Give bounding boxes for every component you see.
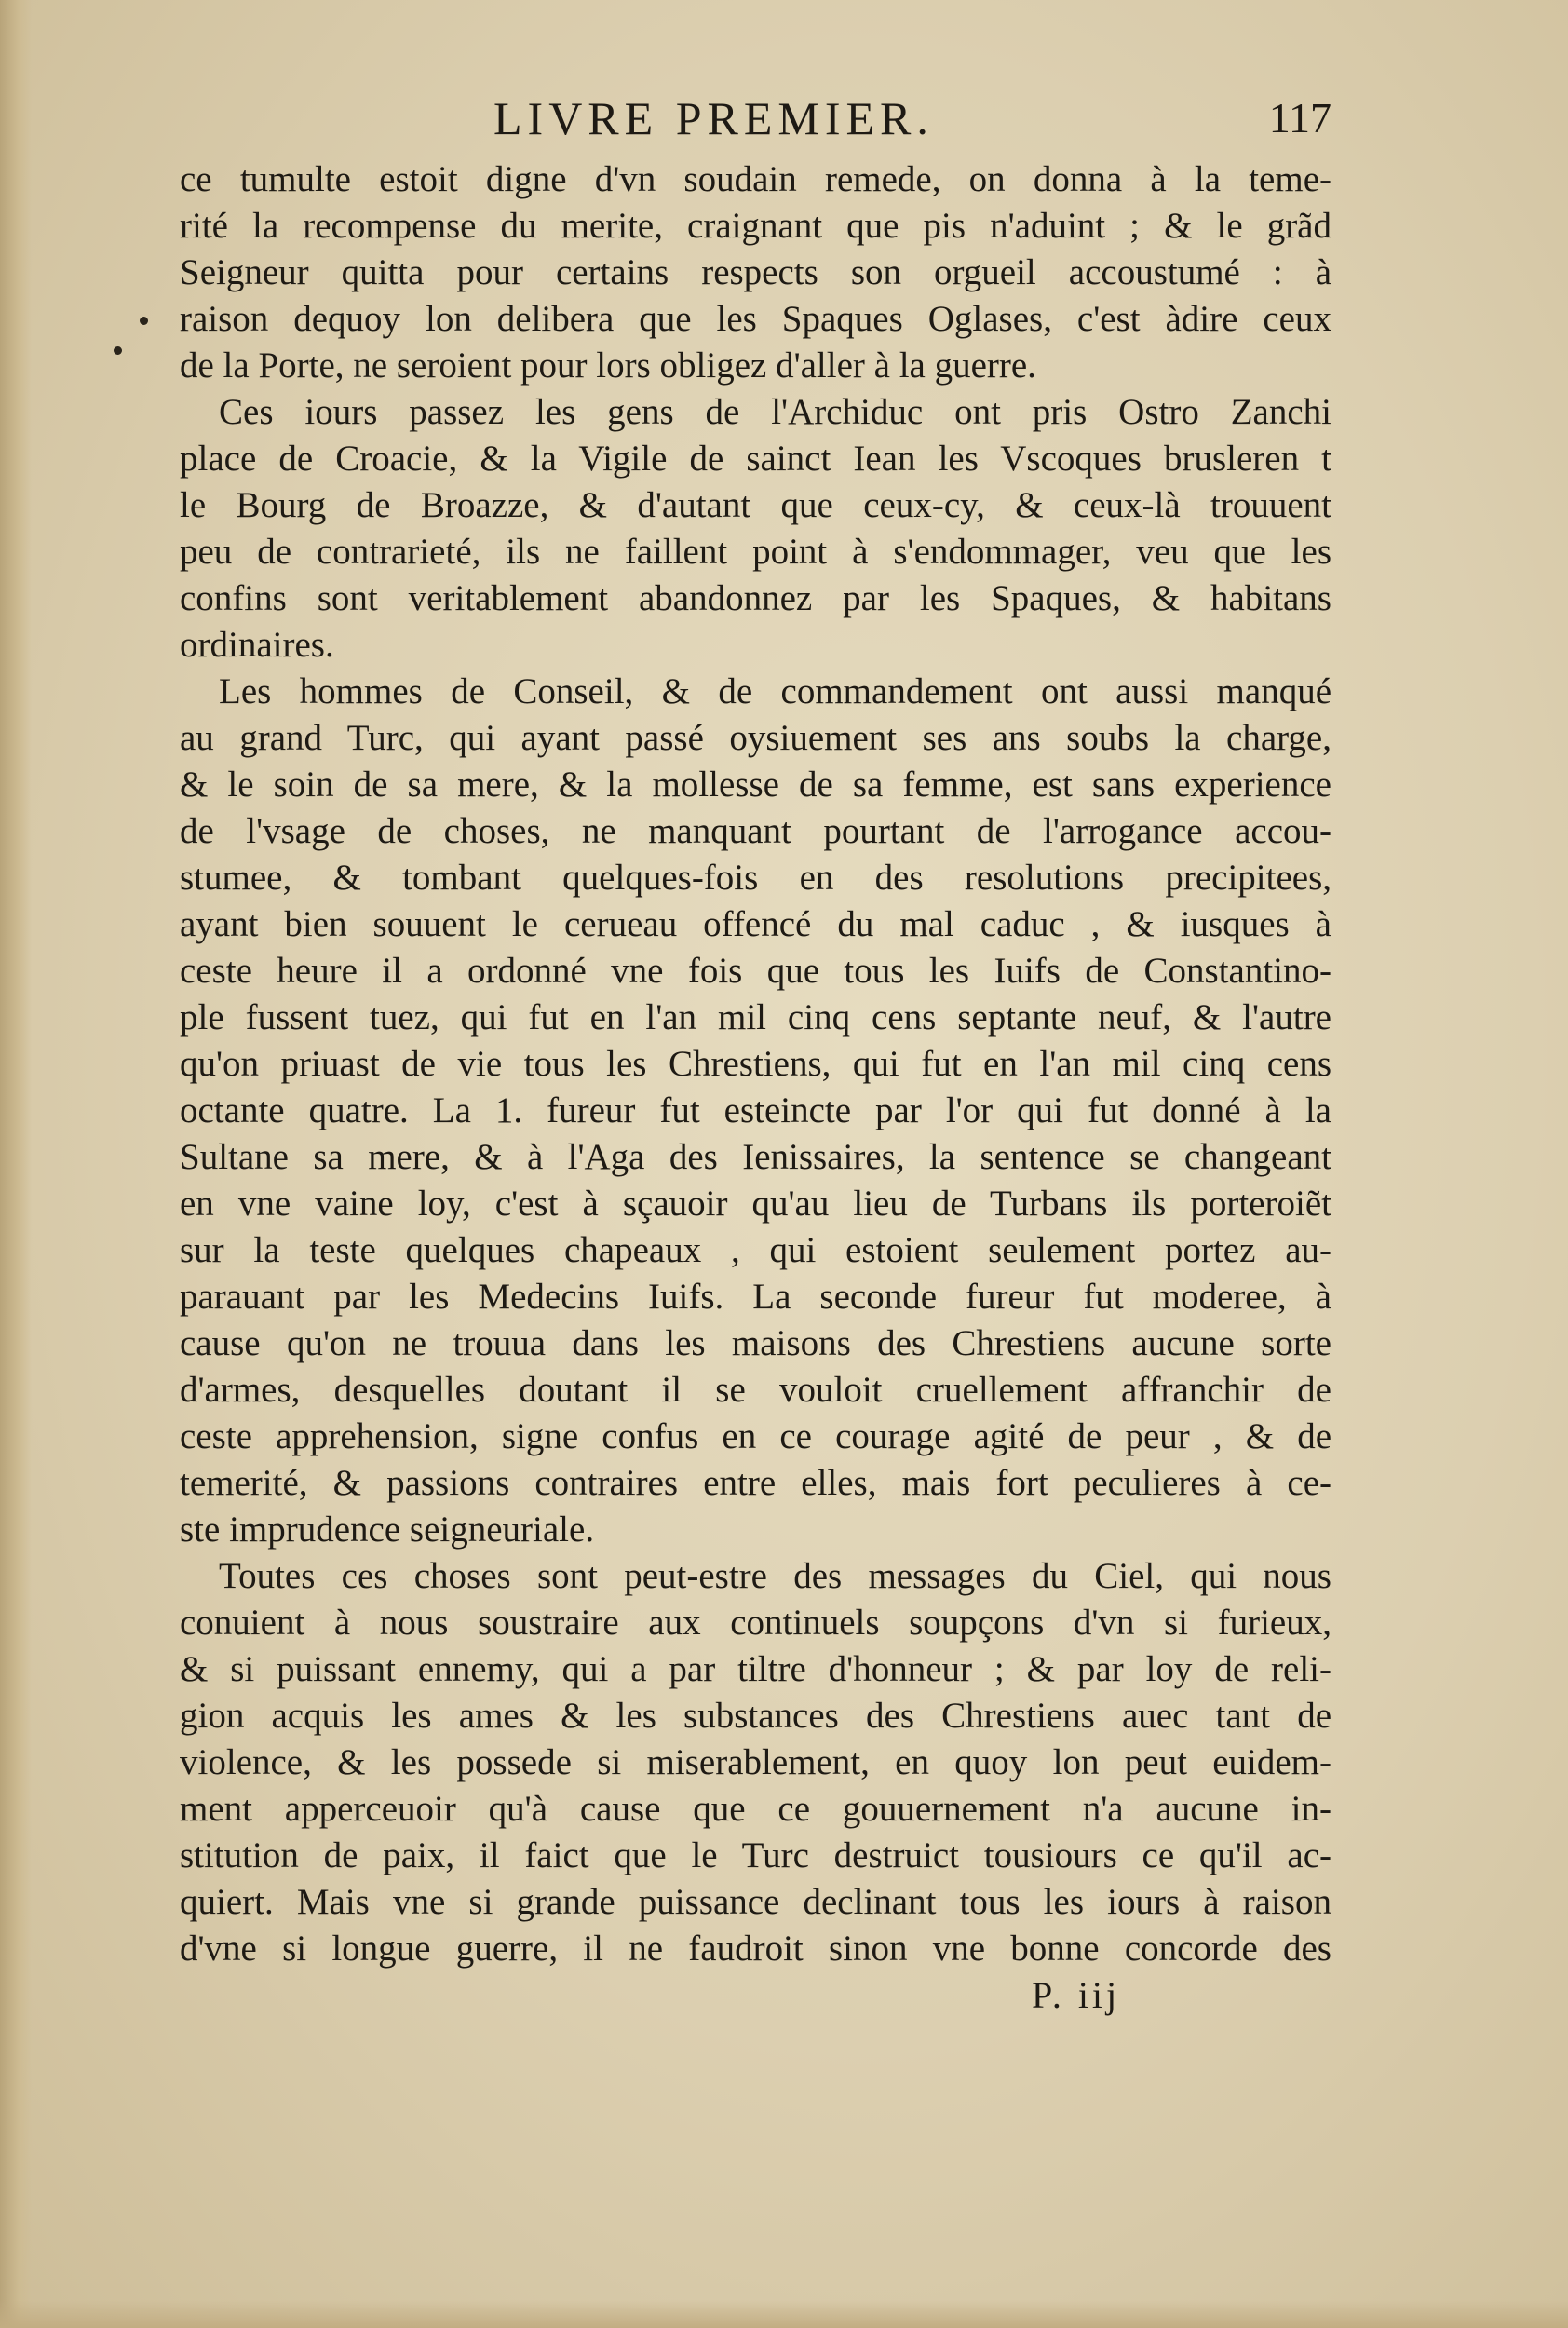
text-line: ayant bien souuent le cerueau offencé du mal caduc , & iusques à (180, 904, 1331, 944)
text-line: parauant par les Medecins Iuifs. La seconde fureur fut moderee, à (180, 1277, 1331, 1317)
text-line: Seigneur quitta pour certains respects son orgueil accoustumé : à (180, 252, 1331, 292)
body-text (180, 156, 1331, 1972)
text-line: & si puissant ennemy, qui a par tiltre d'honneur ; & par loy de reli- (180, 1649, 1331, 1689)
text-line: Ces iours passez les gens de l'Archiduc ont pris Ostro Zanchi (219, 392, 1331, 432)
text-line: ordinaires. (180, 625, 334, 665)
page-number: 117 (1268, 94, 1331, 142)
running-title: LIVRE PREMIER. (493, 92, 934, 144)
text-line: temerité, & passions contraires entre elles, mais fort peculieres à ce- (180, 1463, 1331, 1503)
text-line: ceste apprehension, signe confus en ce courage agité de peur , & de (180, 1416, 1331, 1456)
text-line: peu de contrarieté, ils ne faillent point à s'endommager, veu que les (180, 532, 1331, 572)
page-gutter-shadow (0, 0, 32, 2328)
text-line: raison dequoy lon delibera que les Spaques Oglases, c'est àdire ceux (180, 299, 1331, 339)
margin-mark (140, 317, 148, 325)
text-line: ste imprudence seigneuriale. (180, 1509, 595, 1550)
text-line: octante quatre. La 1. fureur fut esteincte par l'or qui fut donné à la (180, 1090, 1331, 1130)
page-header (186, 86, 1331, 151)
text-line: au grand Turc, qui ayant passé oysiuement ses ans soubs la charge, (180, 718, 1331, 758)
text-line: de la Porte, ne seroient pour lors obligez d'aller à la guerre. (180, 345, 1036, 386)
text-line: confins sont veritablement abandonnez par les Spaques, & habitans (180, 578, 1331, 618)
text-line: en vne vaine loy, c'est à sçauoir qu'au lieu de Turbans ils porteroiẽt (180, 1184, 1331, 1224)
text-line: Sultane sa mere, & à l'Aga des Ienissaires, la sentence se changeant (180, 1137, 1331, 1177)
text-line: ce tumulte estoit digne d'vn soudain remede, on donna à la teme- (180, 159, 1331, 199)
text-line: le Bourg de Broazze, & d'autant que ceux-cy, & ceux-là trouuent (180, 485, 1331, 525)
text-line: ple fussent tuez, qui fut en l'an mil cinq cens septante neuf, & l'autre (180, 997, 1331, 1037)
text-line: violence, & les possede si miserablement, en quoy lon peut euidem- (180, 1742, 1331, 1782)
text-line: sur la teste quelques chapeaux , qui estoient seulement portez au- (180, 1230, 1331, 1270)
text-line: de l'vsage de choses, ne manquant pourtant de l'arrogance accou- (180, 811, 1331, 851)
text-line: cause qu'on ne trouua dans les maisons des Chrestiens aucune sorte (180, 1323, 1331, 1363)
text-line: & le soin de sa mere, & la mollesse de sa femme, est sans experience (180, 765, 1331, 805)
text-line: stitution de paix, il faict que le Turc destruict tousiours ce qu'il ac- (180, 1835, 1331, 1875)
text-line: ceste heure il a ordonné vne fois que tous les Iuifs de Constantino- (180, 951, 1331, 991)
text-line: quiert. Mais vne si grande puissance declinant tous les iours à raison (180, 1882, 1331, 1922)
text-line: d'armes, desquelles doutant il se vouloit cruellement affranchir de (180, 1370, 1331, 1410)
margin-mark (114, 346, 122, 355)
text-line: Toutes ces choses sont peut-estre des messages du Ciel, qui nous (219, 1556, 1331, 1596)
text-line: stumee, & tombant quelques-fois en des resolutions precipitees, (180, 858, 1331, 898)
signature-mark: P. iij (1032, 1974, 1121, 2016)
page-bottom-edge (0, 2300, 1568, 2328)
text-line: place de Croacie, & la Vigile de sainct Iean les Vscoques brusleren t (180, 439, 1331, 479)
text-line: d'vne si longue guerre, il ne faudroit sinon vne bonne concorde des (180, 1929, 1331, 1969)
text-line: rité la recompense du merite, craignant que pis n'aduint ; & le grãd (180, 206, 1331, 246)
text-line: conuient à nous soustraire aux continuels soupçons d'vn si furieux, (180, 1603, 1331, 1643)
text-line: gion acquis les ames & les substances des Chrestiens auec tant de (180, 1696, 1331, 1736)
text-line: Les hommes de Conseil, & de commandement ont aussi manqué (219, 671, 1331, 711)
text-line: qu'on priuast de vie tous les Chrestiens, qui fut en l'an mil cinq cens (180, 1044, 1331, 1084)
text-line: ment apperceuoir qu'à cause que ce gouuernement n'a aucune in- (180, 1789, 1331, 1829)
